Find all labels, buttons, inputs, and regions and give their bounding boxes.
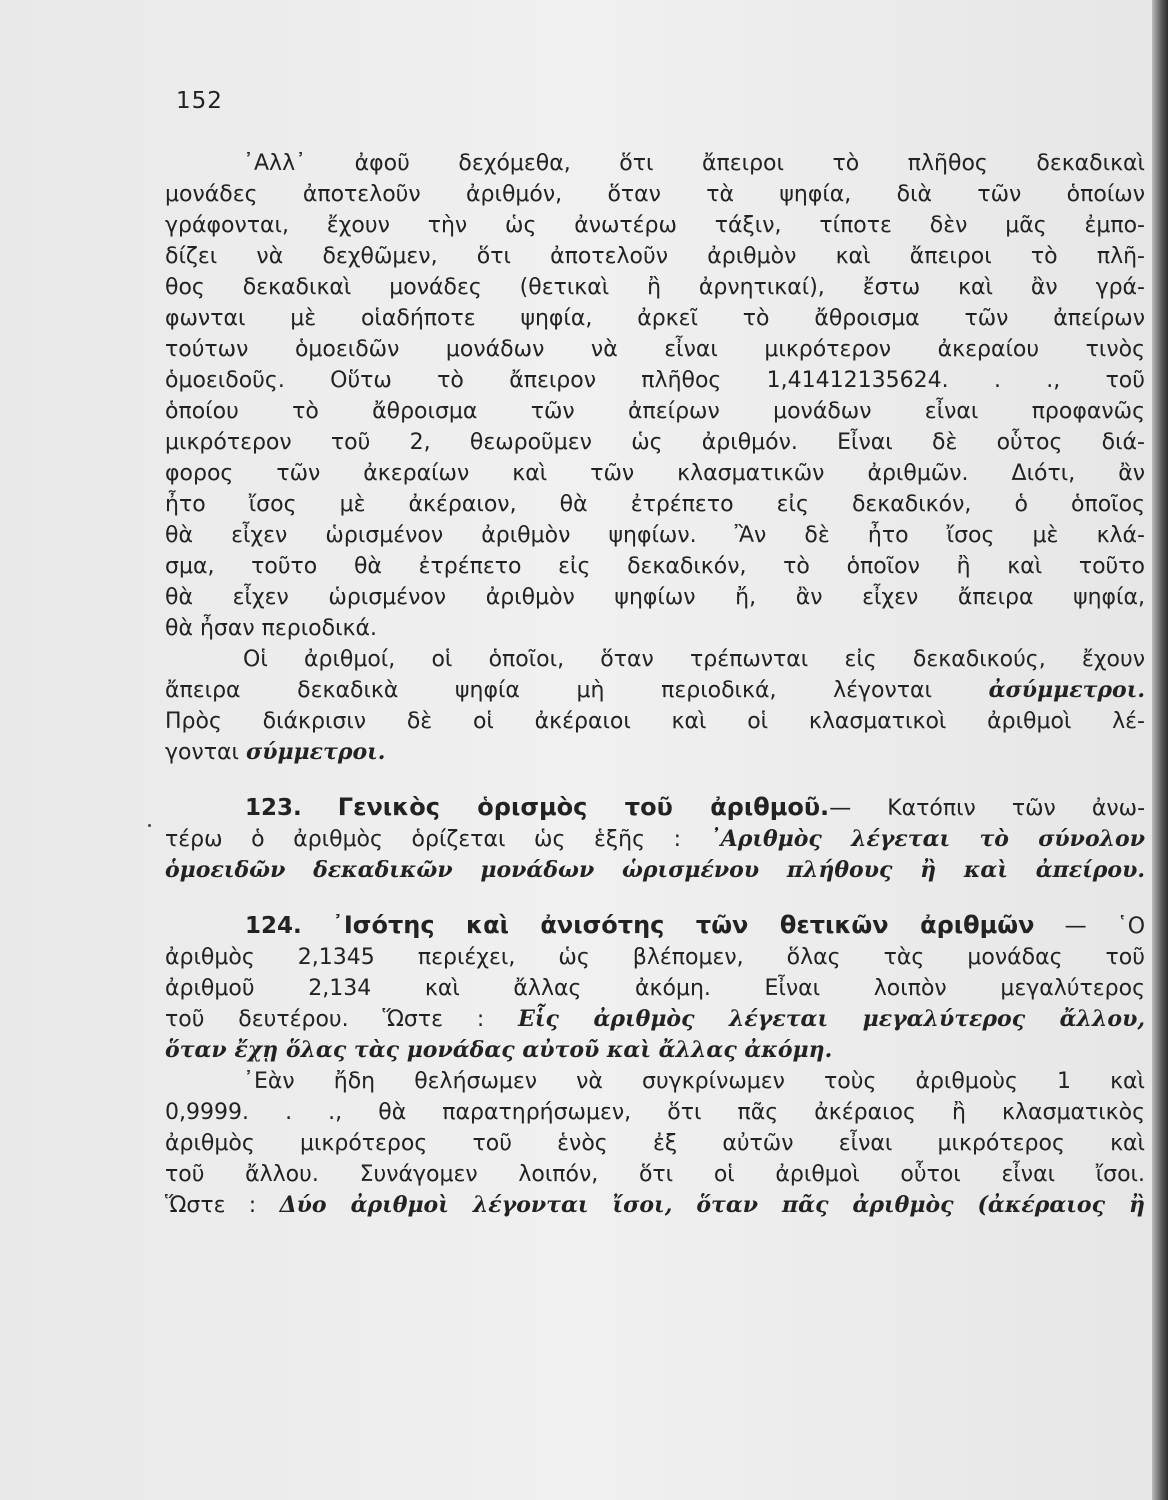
- paragraph2-text: ἄπειρα δεκαδικὰ ψηφία μὴ περιοδικά, λέγονται: [165, 678, 932, 703]
- stray-dot-mark: [148, 824, 151, 827]
- page-body: [165, 148, 1145, 1221]
- paragraph2-text: γονται: [165, 740, 239, 765]
- section-124-line: 0,9999. . ., θὰ παρατηρήσωμεν, ὅτι πᾶς ἀκέραιος ἢ κλασματικὸς: [165, 1100, 1145, 1125]
- paragraph1-line: ᾿Αλλ᾿ ἀφοῦ δεχόμεθα, ὅτι ἄπειροι τὸ πλῆθος δεκαδικαὶ: [243, 151, 1145, 176]
- section-124-line: [165, 1035, 1145, 1066]
- section-124-line: τοῦ ἄλλου. Συνάγομεν λοιπόν, ὅτι οἱ ἀριθμοὶ οὗτοι εἶναι ἴσοι.: [165, 1162, 1145, 1187]
- section-124-heading: [165, 908, 1145, 942]
- section-124-line: ᾿Εὰν ἤδη θελήσωμεν νὰ συγκρίνωμεν τοὺς ἀριθμοὺς 1 καὶ: [243, 1069, 1145, 1094]
- paragraph1-line: γράφονται, ἔχουν τὴν ὡς ἀνωτέρω τάξιν, τίποτε δὲν μᾶς ἐμπο-: [165, 213, 1145, 238]
- section-text: τοῦ δευτέρου. Ὥστε :: [165, 1007, 485, 1032]
- section-gap: [165, 768, 1145, 790]
- page-number: 152: [176, 88, 223, 114]
- section-text: — Κατόπιν τῶν ἀνω-: [829, 796, 1146, 821]
- section-number: 123.: [245, 795, 302, 821]
- paragraph1-line: δίζει νὰ δεχθῶμεν, ὅτι ἀποτελοῦν ἀριθμὸν καὶ ἄπειροι τὸ πλῆ-: [165, 244, 1145, 269]
- book-spine-edge: [1152, 0, 1168, 1500]
- definition-text: ᾿Αριθμὸς λέγεται τὸ σύνολον: [709, 826, 1145, 852]
- paragraph2-line: Πρὸς διάκρισιν δὲ οἱ ἀκέραιοι καὶ οἱ κλασματικοὶ ἀριθμοὶ λέ-: [165, 709, 1145, 734]
- paragraph1-line: φορος τῶν ἀκεραίων καὶ τῶν κλασματικῶν ἀριθμῶν. Διότι, ἂν: [165, 461, 1145, 486]
- paragraph1-line: ὁμοειδοῦς. Οὕτω τὸ ἄπειρον πλῆθος 1,41412135624. . ., τοῦ: [165, 368, 1145, 393]
- paragraph1-line: σμα, τοῦτο θὰ ἐτρέπετο εἰς δεκαδικόν, τὸ ὁποῖον ἢ καὶ τοῦτο: [165, 554, 1145, 579]
- section-124-line: ἀριθμὸς 2,1345 περιέχει, ὡς βλέπομεν, ὅλας τὰς μονάδας τοῦ: [165, 945, 1145, 970]
- section-124-line: [165, 1190, 1145, 1221]
- paragraph2-line: [165, 675, 1145, 706]
- section-title: ᾿Ισότης καὶ ἀνισότης τῶν θετικῶν ἀριθμῶν: [331, 911, 1035, 939]
- section-text: Ὥστε :: [165, 1193, 257, 1218]
- paragraph1-line: ὁποίου τὸ ἄθροισμα τῶν ἀπείρων μονάδων εἶναι προφανῶς: [165, 399, 1145, 424]
- paragraph1-line: μονάδες ἀποτελοῦν ἀριθμόν, ὅταν τὰ ψηφία, διὰ τῶν ὁποίων: [165, 182, 1145, 207]
- section-124-line: [165, 1004, 1145, 1035]
- paragraph1-line: θὰ εἶχεν ὡρισμένον ἀριθμὸν ψηφίων. Ἂν δὲ ἦτο ἴσος μὲ κλά-: [165, 523, 1145, 548]
- definition-text: ὅταν ἔχῃ ὅλας τὰς μονάδας αὐτοῦ καὶ ἄλλας ἀκόμη.: [165, 1037, 833, 1063]
- section-title: Γενικὸς ὁρισμὸς τοῦ ἀριθμοῦ.: [337, 793, 830, 821]
- section-123-heading: [165, 790, 1145, 824]
- paragraph1-line: θος δεκαδικαὶ μονάδες (θετικαὶ ἢ ἀρνητικαί), ἔστω καὶ ἂν γρά-: [165, 275, 1145, 300]
- section-124-line: ἀριθμὸς μικρότερος τοῦ ἑνὸς ἐξ αὐτῶν εἶναι μικρότερος καὶ: [165, 1131, 1145, 1156]
- section-text: — ῾Ο: [1064, 914, 1146, 939]
- paragraph1-line: τούτων ὁμοειδῶν μονάδων νὰ εἶναι μικρότερον ἀκεραίου τινὸς: [165, 337, 1145, 362]
- definition-text: ὁμοειδῶν δεκαδικῶν μονάδων ὡρισμένου πλήθους ἢ καὶ ἀπείρου.: [165, 857, 1145, 883]
- definition-text: Εἷς ἀριθμὸς λέγεται μεγαλύτερος ἄλλου,: [518, 1006, 1145, 1032]
- paragraph2-line: [165, 737, 1145, 768]
- section-123-line: [165, 824, 1145, 855]
- paragraph1-line: ἦτο ἴσος μὲ ἀκέραιον, θὰ ἐτρέπετο εἰς δεκαδικόν, ὁ ὁποῖος: [165, 492, 1145, 517]
- paragraph1-line: θὰ ἦσαν περιοδικά.: [165, 616, 377, 641]
- section-number: 124.: [245, 913, 302, 939]
- paragraph1-line: μικρότερον τοῦ 2, θεωροῦμεν ὡς ἀριθμόν. Εἶναι δὲ οὗτος διά-: [165, 430, 1145, 455]
- section-gap: [165, 886, 1145, 908]
- paragraph1-line: φωνται μὲ οἱαδήποτε ψηφία, ἀρκεῖ τὸ ἄθροισμα τῶν ἀπείρων: [165, 306, 1145, 331]
- section-123-line: [165, 855, 1145, 886]
- term-symmetroi: σύμμετροι.: [245, 739, 386, 765]
- definition-text: Δύο ἀριθμοὶ λέγονται ἴσοι, ὅταν πᾶς ἀριθμὸς (ἀκέραιος ἢ: [279, 1192, 1145, 1218]
- term-asymmetroi: ἀσύμμετροι.: [988, 677, 1145, 703]
- section-124-line: ἀριθμοῦ 2,134 καὶ ἄλλας ἀκόμη. Εἶναι λοιπὸν μεγαλύτερος: [165, 976, 1145, 1001]
- section-text: τέρω ὁ ἀριθμὸς ὁρίζεται ὡς ἑξῆς :: [165, 827, 682, 852]
- paragraph1-line: θὰ εἶχεν ὡρισμένον ἀριθμὸν ψηφίων ἤ, ἂν εἶχεν ἄπειρα ψηφία,: [165, 585, 1145, 610]
- paragraph2-line: Οἱ ἀριθμοί, οἱ ὁποῖοι, ὅταν τρέπωνται εἰς δεκαδικούς, ἔχουν: [243, 647, 1145, 672]
